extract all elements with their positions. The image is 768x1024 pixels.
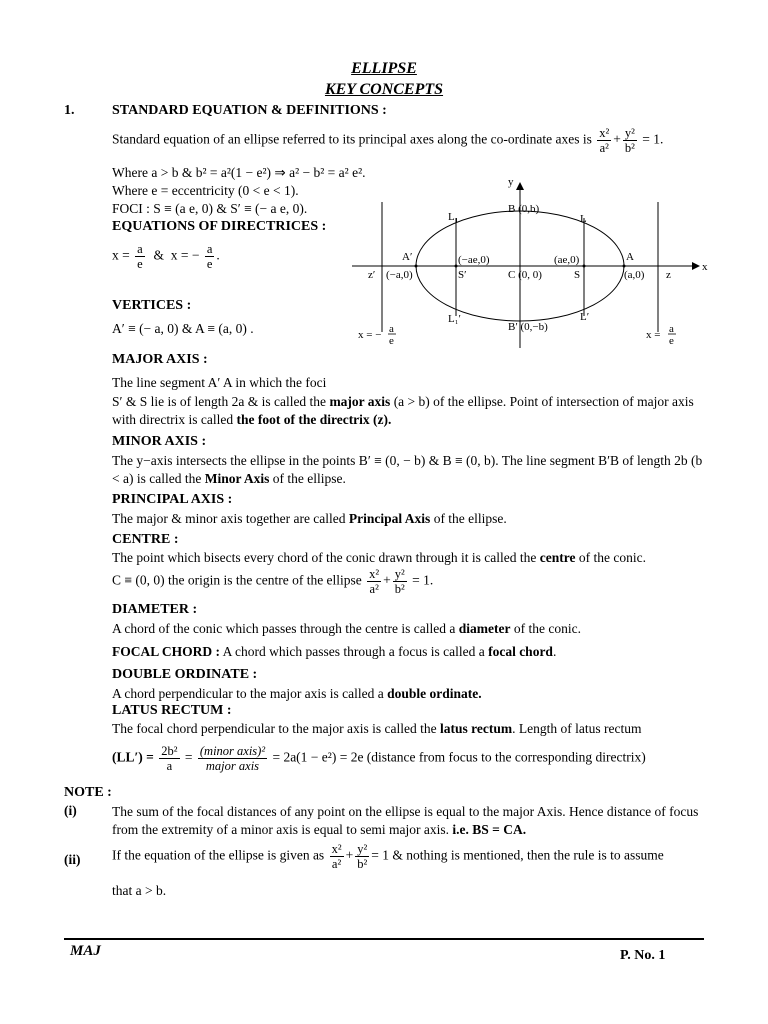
svg-text:a: a: [389, 323, 394, 335]
label-directrix-left: x = −: [358, 329, 382, 341]
footer-rule: [64, 938, 704, 940]
principal-axis-paragraph: The major & minor axis together are called Principal Axis of the ellipse.: [112, 511, 507, 526]
page-title: ELLIPSE: [351, 60, 417, 77]
label-A: A: [626, 251, 634, 263]
svg-text:a: a: [669, 323, 674, 335]
label-x: x: [702, 261, 708, 273]
label-L1: L₁: [448, 211, 459, 223]
x-axis-arrow: [692, 262, 700, 270]
centre-equation-line: C ≡ (0, 0) the origin is the centre of the ellipse $\frac{\text{x²}}{\text{a²}}$ + $\frac{\text{y²}}{\text{b²}}$ = 1.: [112, 567, 434, 596]
label-minus-ae: (−ae,0): [458, 254, 490, 266]
label-plus-a: (a,0): [624, 269, 645, 281]
note-i-label: (i): [64, 803, 77, 818]
vertices-heading: VERTICES :: [112, 298, 192, 313]
vertices-line: A′ ≡ (− a, 0) & A ≡ (a, 0) .: [112, 321, 254, 336]
label-L1-prime: L₁′: [448, 313, 461, 325]
principal-axis-heading: PRINCIPAL AXIS :: [112, 492, 233, 507]
footer-initials: MAJ: [70, 943, 101, 959]
label-directrix-right: x =: [646, 329, 661, 341]
foci-line: FOCI : S ≡ (a e, 0) & S′ ≡ (− a e, 0).: [112, 201, 308, 216]
minor-axis-paragraph: The y−axis intersects the ellipse in the points B′ ≡ (0, − b) & B ≡ (0, b). The line segment B′B of length 2b (b < a) is called the Minor Axis of the ellipse.: [112, 453, 703, 486]
minor-axis-heading: MINOR AXIS :: [112, 434, 207, 449]
page-number: P. No. 1: [620, 948, 666, 963]
label-plus-ae: (ae,0): [554, 254, 580, 266]
diameter-paragraph: A chord of the conic which passes through the centre is called a diameter of the conic.: [112, 621, 581, 636]
svg-text:e: e: [669, 335, 674, 347]
double-ordinate-heading: DOUBLE ORDINATE :: [112, 667, 258, 682]
where-line-2: Where e = eccentricity (0 < e < 1).: [112, 183, 299, 198]
fraction-y-b: $\frac{\text{y²}}{\text{b²}}$: [624, 126, 635, 155]
major-axis-heading: MAJOR AXIS :: [112, 352, 208, 367]
label-z: z: [666, 269, 671, 281]
latus-rectum-equation: (LL′) = $\frac{\text{2b²}}{a}$ = $\frac{\text{(minor axis)²}}{\text{major axis}}$ = 2a(1 − e²) = 2e (distance from focus to the corresponding directrix): [112, 744, 646, 773]
label-S: S: [574, 269, 581, 281]
y-axis-arrow: [516, 182, 524, 190]
latus-rectum-paragraph: The focal chord perpendicular to the major axis is called the latus rectum. Length of latus rectum: [112, 721, 642, 736]
fraction-a-e: $\frac{a}{e}$: [137, 242, 143, 271]
standard-equation-text: Standard equation of an ellipse referred to its principal axes along the co-ordinate axes is: [112, 131, 592, 147]
note-heading: NOTE :: [64, 785, 112, 800]
label-y: y: [508, 176, 514, 188]
major-axis-line-1: The line segment A′ A in which the foci: [112, 375, 327, 390]
centre-paragraph: The point which bisects every chord of the conic drawn through it is called the centre of the conic.: [112, 550, 646, 565]
label-L: L: [580, 213, 587, 225]
standard-equation-line: Standard equation of an ellipse referred to its principal axes along the co-ordinate axes is $\frac{\text{x²}}{\text{a²}}$ + $\frac{\text{y²}}{\text{b²}}$ = 1.: [112, 126, 664, 155]
ellipse-diagram: [340, 170, 710, 350]
centre-heading: CENTRE :: [112, 532, 179, 547]
label-L-prime: L′: [580, 311, 590, 323]
fraction-a-e-2: $\frac{a}{e}$: [206, 242, 213, 271]
fraction-x-a: $\frac{\text{x²}}{\text{a²}}$: [599, 126, 610, 155]
directrices-equations: x = $\frac{a}{e}$ & x = − $\frac{a}{e}$ .: [112, 242, 220, 271]
directrices-heading: EQUATIONS OF DIRECTRICES :: [112, 219, 327, 234]
note-ii-label: (ii): [64, 852, 81, 867]
label-B-prime: B′ (0,−b): [508, 321, 548, 333]
page-subtitle: KEY CONCEPTS: [324, 81, 444, 98]
label-centre: C (0, 0): [508, 269, 542, 281]
section-heading: STANDARD EQUATION & DEFINITIONS :: [112, 103, 387, 118]
label-S-prime: S′: [458, 269, 467, 281]
double-ordinate-paragraph: A chord perpendicular to the major axis is called a double ordinate.: [112, 686, 482, 701]
svg-text:e: e: [389, 335, 394, 347]
major-axis-paragraph: S′ & S lie is of length 2a & is called the major axis (a > b) of the ellipse. Point of intersection of major axis with directrix is called the foot of the directrix (z).: [112, 394, 694, 427]
label-minus-a: (−a,0): [386, 269, 413, 281]
where-line-1: Where a > b & b² = a²(1 − e²) ⇒ a² − b² = a² e².: [112, 165, 366, 180]
section-number: 1.: [64, 103, 75, 118]
note-i-paragraph: The sum of the focal distances of any point on the ellipse is equal to the major Axis. Hence distance of focus from the extremity of a minor axis is equal to semi major axis. i.e. BS = CA.: [112, 804, 699, 837]
diameter-heading: DIAMETER :: [112, 602, 198, 617]
label-z-prime: z′: [368, 269, 376, 281]
focal-chord-paragraph: FOCAL CHORD : A chord which passes through a focus is called a focal chord.: [112, 644, 557, 659]
label-A-prime: A′: [402, 251, 413, 263]
label-B: B (0,b): [508, 203, 540, 215]
latus-rectum-heading: LATUS RECTUM :: [112, 703, 232, 718]
note-ii-line-2: that a > b.: [112, 883, 167, 898]
note-ii-line: If the equation of the ellipse is given as $\frac{\text{x²}}{\text{a²}}$ + $\frac{\text{y²}}{\text{b²}}$ = 1 & nothing is mentioned, then the rule is to assume: [112, 842, 664, 871]
